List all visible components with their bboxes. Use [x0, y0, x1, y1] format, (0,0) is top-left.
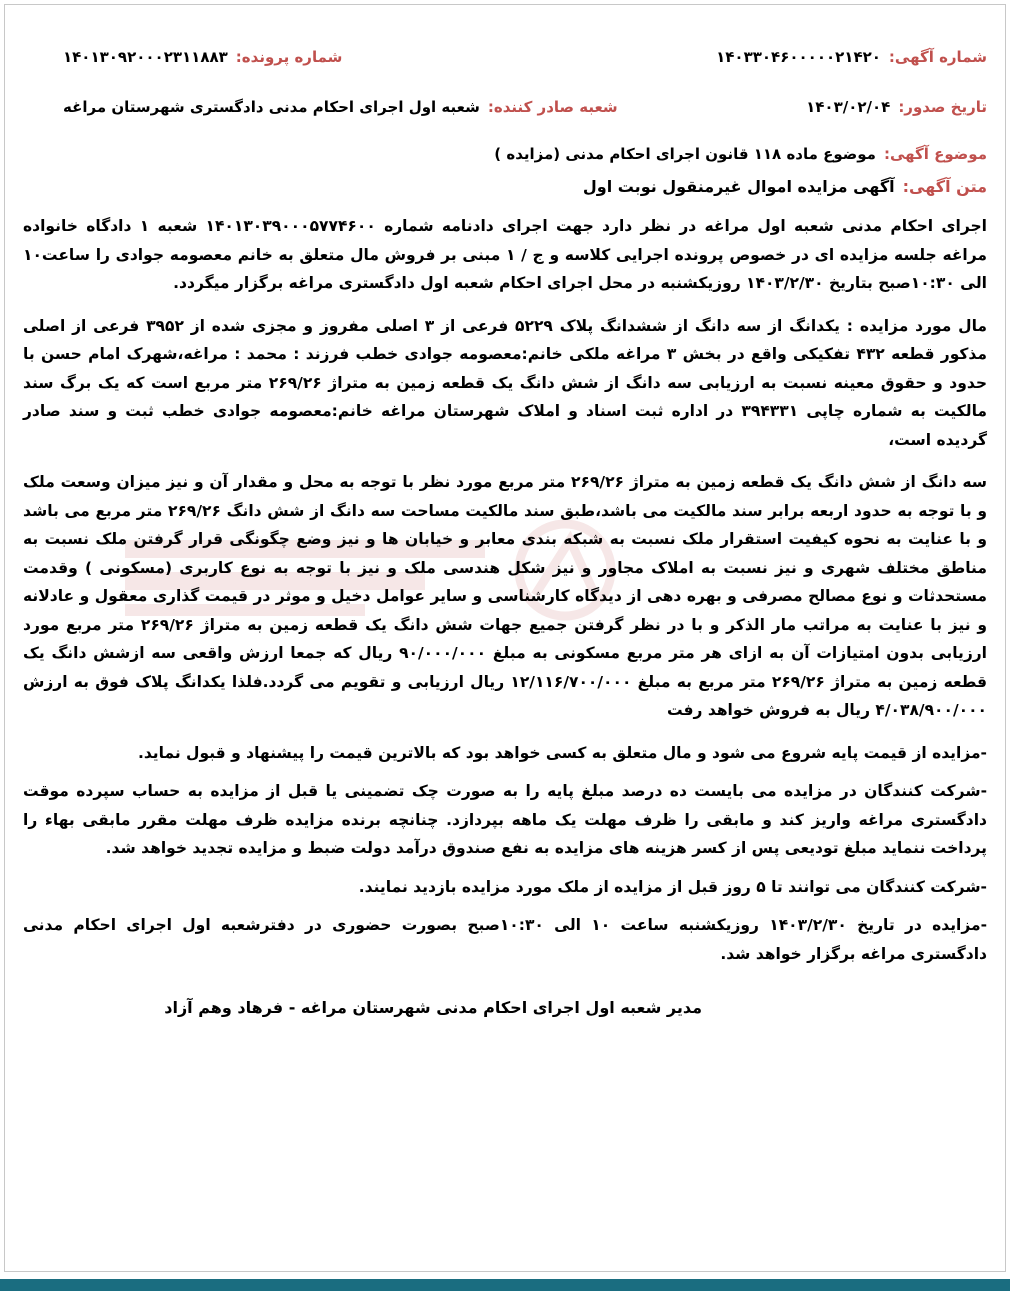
- case-number-label: شماره پرونده:: [235, 48, 343, 66]
- paragraph-property: مال مورد مزایده : یکدانگ از سه دانگ از ششدانگ پلاک ۵۲۲۹ فرعی از ۳ اصلی مفروز و مجزی شده از ۳۹۵۲ فرعی از اصلی مذکور قطعه ۴۳۲ تفکیکی واقع در بخش ۳ مراغه ملکی خانم:معصومه جوادی خطب فرزند : محمد : مراغه،شهرک امام حسن با حدود و حقوق معینه نسبت به ارزیابی سه دانگ از شش دانگ یک قطعه زمین به متراژ ۲۶۹/۲۶ متر مربع است که یک برگ سند مالکیت به شماره چاپی ۳۹۴۳۳۱ در اداره ثبت اسناد و املاک شهرستان مراغه خانم:معصومه جوادی خطب ثبت و سند صادر گردیده است،: [23, 316, 988, 449]
- condition-item: -شرکت کنندگان در مزایده می بایست ده درصد مبلغ پایه را به صورت چک تضمینی یا قبل از مزایده به حساب سپرده موقت دادگستری مراغه واریز کند و مابقی را ظرف مهلت یک ماهه بپردازد. چنانچه برنده مزایده ظرف مهلت مقرر مابقی بهاء را پرداخت ننماید مبلغ تودیعی پس از کسر هزینه های مزایده به نفع صندوق درآمد دولت ضبط و مزایده تجدید خواهد شد.: [23, 782, 987, 857]
- ad-number-value: ۱۴۰۳۳۰۴۶۰۰۰۰۰۲۱۴۲۰: [716, 48, 881, 66]
- issuer-label: شعبه صادر کننده:: [487, 98, 618, 116]
- condition-item: -مزایده در تاریخ ۱۴۰۳/۲/۳۰ روزیکشنبه ساعت ۱۰ الی ۱۰:۳۰صبح بصورت حضوری در دفترشعبه اول اجرای احکام مدنی دادگستری مراغه برگزار خواهد شد.: [23, 916, 988, 963]
- case-number: [63, 48, 342, 66]
- meta-row-issuer: [23, 87, 987, 127]
- paragraph-intro: اجرای احکام مدنی شعبه اول مراغه در نظر دارد جهت اجرای دادنامه شماره ۱۴۰۱۳۰۳۹۰۰۰۵۷۷۴۶۰۰ شعبه ۱ دادگاه خانواده مراغه جلسه مزایده ای در خصوص پرونده اجرایی کلاسه و ج / ۱ مبنی بر فروش مال متعلق به خانم معصومه جوادی را ساعت۱۰ الی ۱۰:۳۰صبح بتاریخ ۱۴۰۳/۲/۳۰ روزیکشنبه در محل اجرای احکام شعبه اول دادگستری مراغه برگزار میگردد.: [23, 217, 987, 292]
- subject-row: [23, 145, 987, 163]
- signature-line: مدیر شعبه اول اجرای احکام مدنی شهرستان مراغه - فرهاد وهم آزاد: [164, 998, 702, 1017]
- issuer-value: شعبه اول اجرای احکام مدنی دادگستری شهرستان مراغه: [63, 98, 480, 116]
- paragraph-valuation: سه دانگ از شش دانگ یک قطعه زمین به متراژ ۲۶۹/۲۶ متر مربع مورد نظر با توجه به محل و مقدار آن و نیز میزان وسعت ملک و با توجه به حدود اربعه برابر سند مالکیت می باشد،طبق سند مالکیت مساحت سه دانگ از شش دانگ ۲۶۹/۲۶ متر مربع می باشد و با عنایت به نحوه کیفیت استقرار ملک نسبت به شبکه بندی معابر و خیابان ها و نیز وضع چگونگی قرار گرفتن ملک نسبت به مناطق مختلف شهری و نیز نسبت به املاک مجاور و نیز شکل هندسی ملک و نیز با توجه به نوع کاربری (مسکونی ) وقدمت مستحدثات و نوع مصالح مصرفی و بهره دهی از دیدگاه کارشناسی و سایر عوامل دخیل و موثر در قیمت گذاری معقول و عادلانه و نیز با عنایت به مراتب مار الذکر و با در نظر گرفتن جمیع جهات شش دانگ یک قطعه زمین به متراژ ۲۶۹/۲۶ متر مربع مورد ارزیابی بدون امتیازات آن به ازای هر متر مربع مسکونی به مبلغ ۹۰/۰۰۰/۰۰۰ ریال که جمعا ارزش واقعی سه ازشش دانگ یک قطعه زمین به متراژ ۲۶۹/۲۶ متر مربع به مبلغ ۱۲/۱۱۶/۷۰۰/۰۰۰ ریال ارزیابی و تقویم می گردد.فلذا یکدانگ پلاک فوق به ارزش ۴/۰۳۸/۹۰۰/۰۰۰ ریال به فروش خواهد رفت: [23, 473, 987, 719]
- subject-label: موضوع آگهی:: [883, 145, 987, 163]
- issue-date: [806, 98, 987, 116]
- ad-text-label: متن آگهی:: [902, 177, 987, 196]
- condition-item: -شرکت کنندگان می توانند تا ۵ روز قبل از مزایده از ملک مورد مزایده بازدید نمایند.: [358, 877, 987, 896]
- document-frame: [4, 4, 1006, 1272]
- case-number-value: ۱۴۰۱۳۰۹۲۰۰۰۲۳۱۱۸۸۳: [63, 48, 228, 66]
- meta-row-numbers: [23, 37, 987, 77]
- ad-text-value: آگهی مزایده اموال غیرمنقول نوبت اول: [582, 177, 895, 196]
- bottom-bar: [0, 1279, 1010, 1291]
- ad-number: [716, 48, 987, 66]
- ad-text-row: [23, 177, 987, 196]
- issuer: [63, 98, 618, 116]
- issue-date-label: تاریخ صدور:: [898, 98, 987, 116]
- issue-date-value: ۱۴۰۳/۰۲/۰۴: [806, 98, 891, 116]
- notice-content: [23, 35, 987, 1017]
- notice-body: [23, 212, 987, 968]
- subject-value: موضوع ماده ۱۱۸ قانون اجرای احکام مدنی (مزایده ): [494, 145, 876, 163]
- condition-item: -مزایده از قیمت پایه شروع می شود و مال متعلق به کسی خواهد بود که بالاترین قیمت را پیشنهاد و قبول نماید.: [137, 743, 987, 762]
- ad-number-label: شماره آگهی:: [888, 48, 987, 66]
